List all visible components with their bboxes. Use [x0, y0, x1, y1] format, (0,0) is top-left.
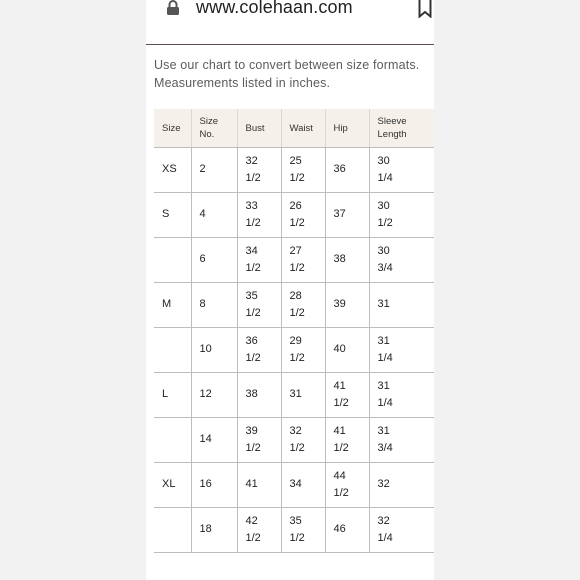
- cell-size: XS: [154, 148, 191, 193]
- cell-bust: 33 1/2: [237, 193, 281, 238]
- column-header-hip: Hip: [325, 109, 369, 148]
- cell-waist: 34: [281, 463, 325, 508]
- cell-waist: 25 1/2: [281, 148, 325, 193]
- cell-waist: 28 1/2: [281, 283, 325, 328]
- cell-sleeve-length: 30 3/4: [369, 238, 434, 283]
- cell-bust: 38: [237, 373, 281, 418]
- column-header-bust: Bust: [237, 109, 281, 148]
- table-row: [154, 328, 434, 373]
- cell-size: S: [154, 193, 191, 238]
- cell-size-no: 2: [191, 148, 237, 193]
- cell-sleeve-length: 31 1/4: [369, 373, 434, 418]
- cell-bust: 35 1/2: [237, 283, 281, 328]
- cell-waist: 29 1/2: [281, 328, 325, 373]
- cell-waist: 31: [281, 373, 325, 418]
- cell-bust: 41: [237, 463, 281, 508]
- cell-sleeve-length: 31 1/4: [369, 328, 434, 373]
- table-row: [154, 148, 434, 193]
- cell-bust: 39 1/2: [237, 418, 281, 463]
- cell-size-no: 16: [191, 463, 237, 508]
- table-row: [154, 193, 434, 238]
- phone-screen: [146, 0, 434, 580]
- bookmark-icon[interactable]: [418, 0, 432, 18]
- table-header-row: [154, 109, 434, 148]
- cell-waist: 32 1/2: [281, 418, 325, 463]
- cell-waist: 26 1/2: [281, 193, 325, 238]
- cell-size-no: 18: [191, 508, 237, 553]
- browser-address-bar[interactable]: [146, 0, 434, 45]
- table-row: [154, 463, 434, 508]
- cell-size-no: 6: [191, 238, 237, 283]
- table-row: [154, 238, 434, 283]
- cell-waist: 35 1/2: [281, 508, 325, 553]
- cell-bust: 36 1/2: [237, 328, 281, 373]
- table-row: [154, 418, 434, 463]
- size-chart-intro: Use our chart to convert between size formats. Measurements listed in inches.: [154, 58, 420, 90]
- size-chart-table: [154, 109, 434, 553]
- table-row: [154, 373, 434, 418]
- cell-size: XL: [154, 463, 191, 508]
- table-row: [154, 508, 434, 553]
- lock-icon: [166, 0, 180, 16]
- column-header-waist: Waist: [281, 109, 325, 148]
- cell-sleeve-length: 32 1/4: [369, 508, 434, 553]
- cell-bust: 42 1/2: [237, 508, 281, 553]
- cell-hip: 46: [325, 508, 369, 553]
- cell-hip: 41 1/2: [325, 418, 369, 463]
- url-text[interactable]: www.colehaan.com: [196, 0, 353, 17]
- cell-hip: 41 1/2: [325, 373, 369, 418]
- cell-size-no: 10: [191, 328, 237, 373]
- cell-size: M: [154, 283, 191, 328]
- cell-hip: 37: [325, 193, 369, 238]
- cell-sleeve-length: 31 3/4: [369, 418, 434, 463]
- cell-size: [154, 328, 191, 373]
- cell-hip: 39: [325, 283, 369, 328]
- column-header-size-no: Size No.: [191, 109, 237, 148]
- cell-size: L: [154, 373, 191, 418]
- cell-size: [154, 508, 191, 553]
- cell-hip: 36: [325, 148, 369, 193]
- column-header-size: Size: [154, 109, 191, 148]
- cell-hip: 40: [325, 328, 369, 373]
- cell-sleeve-length: 32: [369, 463, 434, 508]
- cell-bust: 34 1/2: [237, 238, 281, 283]
- cell-size-no: 14: [191, 418, 237, 463]
- cell-sleeve-length: 31: [369, 283, 434, 328]
- cell-size-no: 4: [191, 193, 237, 238]
- cell-size-no: 8: [191, 283, 237, 328]
- cell-size-no: 12: [191, 373, 237, 418]
- cell-size: [154, 238, 191, 283]
- cell-bust: 32 1/2: [237, 148, 281, 193]
- column-header-sleeve-length: Sleeve Length: [369, 109, 434, 148]
- cell-hip: 44 1/2: [325, 463, 369, 508]
- cell-sleeve-length: 30 1/4: [369, 148, 434, 193]
- cell-size: [154, 418, 191, 463]
- cell-sleeve-length: 30 1/2: [369, 193, 434, 238]
- cell-hip: 38: [325, 238, 369, 283]
- table-row: [154, 283, 434, 328]
- cell-waist: 27 1/2: [281, 238, 325, 283]
